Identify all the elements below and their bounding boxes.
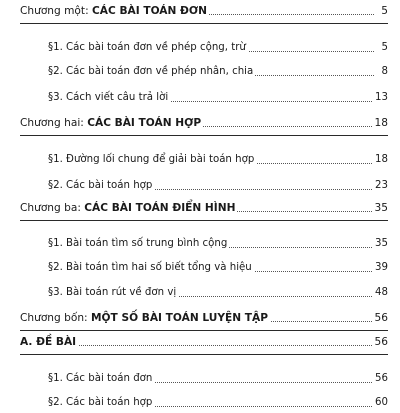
chapter-label: Chương hai: [20, 117, 84, 129]
toc-item [0, 150, 400, 170]
chapter-label: Chương ba: [20, 202, 81, 214]
page-number: 39 [373, 258, 388, 278]
toc-item [0, 38, 400, 58]
section-heading [0, 332, 400, 352]
toc-item-label: §1. Bài toán tìm số trung bình cộng [48, 234, 229, 254]
page-number: 35 [373, 234, 388, 254]
toc-item [0, 88, 400, 108]
divider [20, 220, 388, 221]
chapter-heading [0, 308, 400, 328]
toc-item-label: §2. Các bài toán hợp [48, 393, 154, 413]
page-number: 13 [373, 88, 388, 108]
toc-item [0, 258, 400, 278]
chapter-name: CÁC BÀI TOÁN ĐƠN [92, 5, 208, 17]
page-number: 56 [373, 369, 388, 389]
chapter-title [20, 198, 237, 218]
toc-item [0, 283, 400, 303]
chapter-name: MỘT SỐ BÀI TOÁN LUYỆN TẬP [90, 312, 268, 324]
page-number: 18 [373, 150, 388, 170]
divider [20, 354, 388, 355]
toc-item-label: §1. Các bài toán đơn [48, 369, 154, 389]
chapter-title [20, 308, 270, 328]
chapter-name: CÁC BÀI TOÁN HỢP [87, 117, 202, 129]
page-number: 60 [373, 393, 388, 413]
divider [20, 23, 388, 24]
divider [20, 135, 388, 136]
section-title: A. ĐỀ BÀI [20, 332, 78, 352]
page-number: 48 [373, 283, 388, 303]
page-number: 8 [380, 62, 388, 82]
page-number: 18 [373, 113, 388, 133]
toc-item [0, 369, 400, 389]
page-number: 23 [373, 176, 388, 196]
page-number: 5 [380, 38, 388, 58]
chapter-title [20, 113, 203, 133]
page-number: 35 [373, 198, 388, 218]
toc-item-label: §2. Các bài toán đơn về phép nhân, chia [48, 62, 255, 82]
toc-item [0, 393, 400, 413]
chapter-name: CÁC BÀI TOÁN ĐIỂN HÌNH [84, 202, 236, 214]
chapter-title [20, 1, 209, 21]
page-number: 56 [373, 332, 388, 352]
chapter-label: Chương một: [20, 5, 89, 17]
toc-item-label: §3. Bài toán rút về đơn vị [48, 283, 178, 303]
chapter-heading [0, 198, 400, 218]
page-number: 56 [373, 308, 388, 328]
toc-item [0, 62, 400, 82]
divider [20, 330, 388, 331]
toc-item-label: §2. Bài toán tìm hai số biết tổng và hiệu [48, 258, 254, 278]
chapter-heading [0, 1, 400, 21]
chapter-label: Chương bốn: [20, 312, 88, 324]
page-number: 5 [379, 1, 388, 21]
toc-item-label: §1. Các bài toán đơn về phép cộng, trừ [48, 38, 248, 58]
toc-item-label: §2. Các bài toán hợp [48, 176, 154, 196]
toc-item [0, 176, 400, 196]
toc-item-label: §3. Cách viết câu trả lời [48, 88, 170, 108]
chapter-heading [0, 113, 400, 133]
toc-item-label: §1. Đường lối chung để giải bài toán hợp [48, 150, 256, 170]
toc-item [0, 234, 400, 254]
